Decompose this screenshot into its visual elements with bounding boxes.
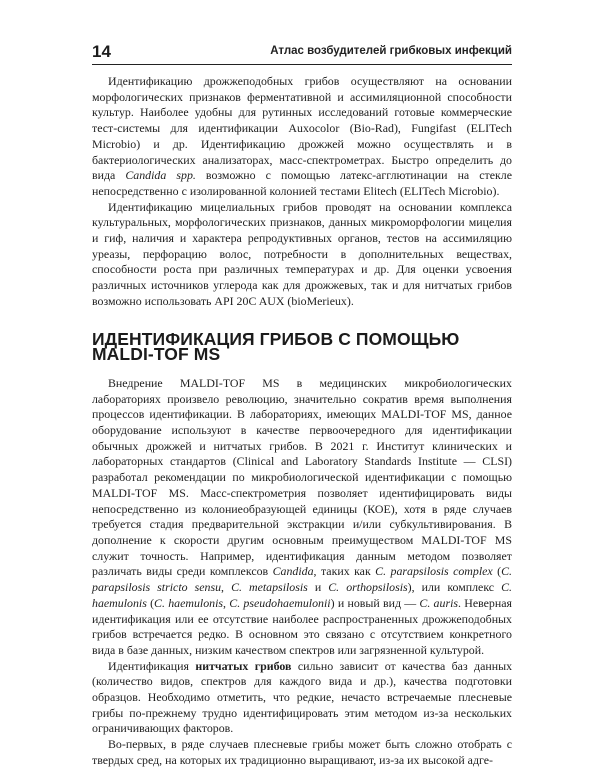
paragraph-filamentous-fungi: Идентификация нитчатых грибов сильно зависит от качества баз данных (количество видов, спектров для каждого вида и др.), качества подготовки образцов. Необходимо отметить, что редкие, нечасто встречаемые плесневые грибы по-прежнему трудно идентифицировать этим методом из-за нескольких ограничивающих факторов.	[92, 658, 513, 736]
paragraph-maldi-tof-intro: Внедрение MALDI-TOF MS в медицинских микробиологических лабораториях произвело революцию, значительно сократив время выполнения процессов идентификации. В лабораториях, имеющих MALDI-TOF MS, данное оборудование используют в качестве первоочередного для идентификации обычных дрожжей и нитчатых грибов. В 2021 г. Институт клинических и лабораторных стандартов (Clinical and Laboratory Standards Institute — CLSI) разработал рекомендации по микробиологической идентификации с помощью MALDI-TOF MS. Масс-спектрометрия позволяет идентифицировать виды непосредственно из колониеобразующей единицы (КОЕ), хотя в ряде случаев требуется стадия предварительной экстракции и/или субкультивирования. В дополнение к скорости другим основным преимуществом MALDI-TOF MS служит точность. Например, идентификация данным методом позволяет различать виды среди комплексов Candida, таких как C. parapsilosis complex (C. parapsilosis stricto sensu, C. metapsilosis и C. orthopsilosis), или комплекс C. haemulonis (C. haemulonis, C. pseudohaemulonii) и новый вид — C. auris. Неверная идентификация или ее отсутствие наиболее распространенных дрожжеподобных грибов встречается редко. В основном это связано с отсутствием конкретного вида в базе данных, низким качеством спектров или загрязненной культурой.	[92, 375, 513, 657]
page-number: 14	[92, 42, 111, 61]
paragraph-firstly: Во-первых, в ряде случаев плесневые грибы может быть сложно отобрать с твердых сред, на которых их традиционно выращивают, из-за их высокой адге-	[92, 737, 512, 767]
section-heading: ИДЕНТИФИКАЦИЯ ГРИБОВ С ПОМОЩЬЮ MALDI-TOF MS	[92, 328, 460, 365]
header-rule	[92, 64, 512, 65]
genus-name: Candida spp.	[125, 168, 196, 183]
page-header	[92, 40, 512, 64]
paragraph-yeast-identification: Идентификацию дрожжеподобных грибов осуществляют на основании морфологических признаков ферментативной и ассимиляционной способности культур. Наиболее удобны для рутинных исследований готовые коммерческие тест-системы для идентификации Auxocolor (Bio-Rad), Fungifast (ELITech Microbio) и др. Идентификацию дрожжей можно осуществлять и в бактериологических анализаторах, масс-спектрометрах. Быстро определить до вида Candida spp. возможно с помощью латекс-агглютинации на стекле непосредственно с изолированной колонией тестами Elitech (ELITech Microbio).	[92, 74, 512, 198]
running-title: Атлас возбудителей грибковых инфекций	[270, 45, 512, 57]
emphasis-filamentous-fungi: нитчатых грибов	[195, 658, 292, 673]
page-body	[92, 74, 512, 769]
paragraph-mycelial-identification: Идентификацию мицелиальных грибов проводят на основании комплекса культуральных, морфологических признаков, данных микроморфологии мицелия и гиф, наличия и характера репродуктивных органов, тестов на ассимиляцию уреазы, перфорацию волос, потребности в дополнительных веществах, способности роста при различных температурах и др. Для оценки усвоения различных источников углерода как для дрожжевых, так и для нитчатых грибов возможно использовать API 20C AUX (bioMerieux).	[92, 199, 512, 308]
